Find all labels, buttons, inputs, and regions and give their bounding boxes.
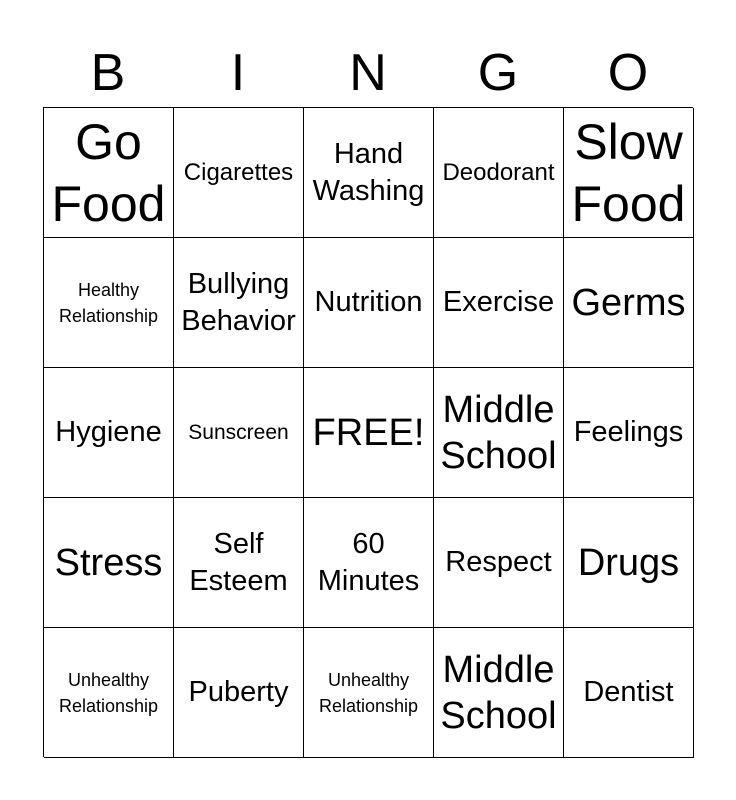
cell-label: Feelings	[573, 416, 684, 448]
cell-label: Cigarettes	[183, 158, 294, 186]
cell-label: Puberty	[188, 676, 289, 708]
cell-label: Drugs	[577, 541, 680, 584]
cell-label: Bullying Behavior	[181, 267, 296, 337]
bingo-header	[43, 40, 693, 106]
header-letter-i: I	[230, 44, 246, 102]
cell-label: Deodorant	[442, 158, 555, 186]
cell-label: Hygiene	[55, 416, 162, 448]
bingo-cell-r5c5[interactable]	[564, 628, 694, 758]
bingo-cell-r5c1[interactable]	[44, 628, 174, 758]
header-letter-o: O	[607, 44, 649, 102]
cell-label: Dentist	[583, 676, 674, 708]
bingo-cell-r2c2[interactable]	[174, 238, 304, 368]
bingo-cell-r1c1[interactable]	[44, 108, 174, 238]
cell-label: Unhealthy Relationship	[58, 669, 159, 716]
cell-label: Germs	[571, 281, 686, 324]
bingo-cell-r5c2[interactable]	[174, 628, 304, 758]
bingo-cell-r4c2[interactable]	[174, 498, 304, 628]
bingo-cell-r5c4[interactable]	[434, 628, 564, 758]
bingo-cell-r1c4[interactable]	[434, 108, 564, 238]
bingo-cell-r1c2[interactable]	[174, 108, 304, 238]
bingo-cell-r4c5[interactable]	[564, 498, 694, 628]
bingo-cell-r3c2[interactable]	[174, 368, 304, 498]
cell-label: Nutrition	[314, 286, 423, 318]
cell-label: Stress	[54, 541, 163, 584]
bingo-board	[43, 107, 693, 757]
cell-label: Middle School	[440, 648, 557, 737]
cell-label: Slow Food	[571, 113, 686, 232]
cell-label: Self Esteem	[189, 527, 288, 597]
cell-label: Hand Washing	[312, 137, 425, 207]
bingo-cell-r2c3[interactable]	[304, 238, 434, 368]
header-letter-g: G	[477, 44, 519, 102]
cell-label: Healthy Relationship	[58, 279, 159, 326]
header-letter-b: B	[90, 44, 126, 102]
cell-label: FREE!	[312, 411, 425, 454]
cell-label: Respect	[445, 546, 552, 578]
bingo-cell-r4c1[interactable]	[44, 498, 174, 628]
bingo-cell-r2c5[interactable]	[564, 238, 694, 368]
bingo-cell-r1c5[interactable]	[564, 108, 694, 238]
bingo-cell-r4c4[interactable]	[434, 498, 564, 628]
cell-label: Sunscreen	[188, 420, 289, 444]
bingo-cell-free[interactable]	[304, 368, 434, 498]
bingo-cell-r4c3[interactable]	[304, 498, 434, 628]
cell-label: Go Food	[51, 113, 166, 232]
cell-label: Middle School	[440, 388, 557, 477]
bingo-cell-r3c4[interactable]	[434, 368, 564, 498]
bingo-cell-r5c3[interactable]	[304, 628, 434, 758]
cell-label: Unhealthy Relationship	[318, 669, 419, 716]
header-letter-n: N	[349, 44, 387, 102]
bingo-cell-r3c1[interactable]	[44, 368, 174, 498]
cell-label: Exercise	[442, 286, 555, 318]
bingo-cell-r2c4[interactable]	[434, 238, 564, 368]
cell-label: 60 Minutes	[317, 527, 420, 597]
bingo-cell-r3c5[interactable]	[564, 368, 694, 498]
bingo-cell-r2c1[interactable]	[44, 238, 174, 368]
bingo-cell-r1c3[interactable]	[304, 108, 434, 238]
